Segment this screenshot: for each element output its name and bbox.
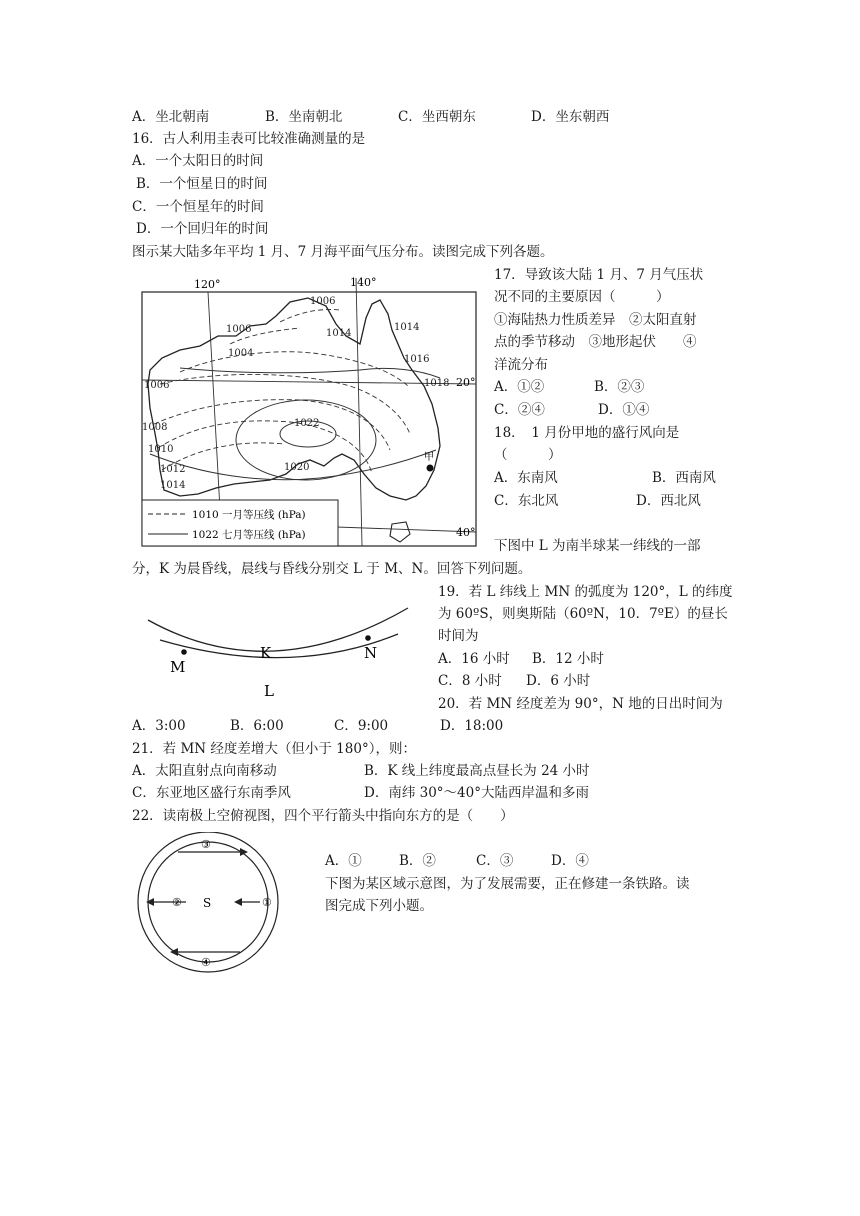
center-label-s: S — [203, 896, 212, 910]
q21-option-a: A．太阳直射点向南移动 — [132, 763, 277, 779]
arrow-label-2: ② — [172, 896, 182, 909]
q19-option-a: A．16 小时 — [438, 651, 510, 667]
isobar-map — [140, 274, 480, 548]
isobar-label: 1010 — [148, 444, 174, 455]
q16-option-d: D．一个回归年的时间 — [136, 221, 269, 237]
q18-option-a: A．东南风 — [494, 470, 558, 486]
q15-option-c: C．坐西朝东 — [398, 109, 476, 125]
q19-line-1: 19．若 L 纬线上 MN 的弧度为 120°，L 的纬度 — [438, 584, 733, 600]
q17-line-1: 17．导致该大陆 1 月、7 月气压状 — [494, 267, 704, 283]
q19-option-c: C．8 小时 — [438, 673, 502, 689]
label-l: L — [264, 682, 274, 700]
q16-option-b: B．一个恒星日的时间 — [136, 176, 268, 192]
q21-option-b: B．K 线上纬度最高点昼长为 24 小时 — [364, 763, 590, 779]
q17-line-2: 况不同的主要原因（ ） — [494, 289, 670, 305]
lon-label-120: 120° — [194, 278, 221, 291]
q22-stem: 22．读南极上空俯视图，四个平行箭头中指向东方的是（ ） — [132, 808, 514, 824]
arc-intro-line-2: 分，K 为晨昏线，晨线与昏线分别交 L 于 M、N。回答下列问题。 — [132, 561, 532, 577]
q15-option-a: A．坐北朝南 — [132, 109, 210, 125]
q16-stem: 16．古人利用圭表可比较准确测量的是 — [132, 131, 366, 147]
arc-intro-line-1: 下图中 L 为南半球某一纬线的一部 — [494, 538, 701, 554]
q22-option-c: C．③ — [476, 853, 514, 869]
rail-intro-line-2: 图完成下列小题。 — [325, 898, 433, 914]
q18-option-b: B．西南风 — [652, 470, 716, 486]
tasmania-outline — [390, 522, 410, 542]
q17-line-3: ①海陆热力性质差异 ②太阳直射 — [494, 312, 697, 328]
isobar-label: 1006 — [310, 296, 336, 307]
q19-line-2: 为 60ºS，则奥斯陆（60ºN，10．7ºE）的昼长 — [438, 606, 728, 622]
legend-jan-label: 一月等压线 (hPa) — [222, 509, 306, 521]
q17-line-4: 点的季节移动 ③地形起伏 ④ — [494, 334, 697, 350]
q17-option-a: A．①② — [494, 379, 545, 395]
legend-jul-label: 七月等压线 (hPa) — [222, 529, 306, 541]
legend-jul-value: 1022 — [192, 529, 219, 541]
terminator-line-k — [160, 634, 398, 658]
polar-view-figure — [136, 832, 284, 974]
q15-option-d: D．坐东朝西 — [531, 109, 610, 125]
lon-label-140: 140° — [350, 276, 377, 289]
map-intro: 图示某大陆多年平均 1 月、7 月海平面气压分布。读图完成下列各题。 — [132, 244, 554, 260]
q20-option-d: D．18:00 — [440, 718, 504, 734]
isobar-label: 1006 — [226, 324, 252, 335]
isobar-label: 1008 — [142, 422, 168, 433]
point-m-marker — [181, 649, 187, 655]
q20-option-c: C．9:00 — [334, 718, 389, 734]
q17-option-b: B．②③ — [594, 379, 645, 395]
q20-option-a: A．3:00 — [132, 718, 186, 734]
q16-option-c: C．一个恒星年的时间 — [132, 199, 264, 215]
q17-option-c: C．②④ — [494, 402, 545, 418]
q19-option-b: B．12 小时 — [532, 651, 604, 667]
q22-option-b: B．② — [399, 853, 436, 869]
q15-option-b: B．坐南朝北 — [265, 109, 343, 125]
lat-label-40: 40° — [456, 526, 476, 539]
q17-option-d: D．①④ — [598, 402, 650, 418]
label-n: N — [364, 644, 378, 662]
q18-line-1: 18． 1 月份甲地的盛行风向是 — [494, 425, 680, 441]
arc-figure — [140, 596, 430, 706]
q21-option-d: D．南纬 30°～40°大陆西岸温和多雨 — [364, 785, 589, 801]
q20-stem: 20．若 MN 经度差为 90°，N 地的日出时间为 — [438, 696, 723, 712]
label-m: M — [170, 658, 186, 676]
q18-option-c: C．东北风 — [494, 493, 559, 509]
q16-option-a: A．一个太阳日的时间 — [132, 153, 264, 169]
q18-line-2: （ ） — [494, 447, 562, 463]
q21-stem: 21．若 MN 经度差增大（但小于 180°），则： — [132, 741, 416, 757]
q22-option-d: D．④ — [551, 853, 589, 869]
legend-jan-value: 1010 — [192, 509, 219, 521]
isobar-label: 1004 — [228, 348, 254, 359]
arrow-label-4: ④ — [201, 956, 211, 969]
isobar-label: 1022 — [294, 418, 320, 429]
q19-option-d: D．6 小时 — [526, 673, 591, 689]
arrow-label-3: ③ — [201, 838, 211, 851]
isobar-label: 1006 — [144, 380, 170, 391]
point-jia-marker — [427, 465, 434, 472]
isobar-label: 1018 — [424, 378, 450, 389]
isobar-label: 1014 — [326, 328, 352, 339]
isobar-label: 1020 — [284, 462, 310, 473]
lat-label-20: 20° — [456, 376, 476, 389]
isobar-label: 1016 — [404, 354, 430, 365]
q17-line-5: 洋流分布 — [494, 357, 548, 373]
point-n-marker — [365, 635, 371, 641]
isobar-label: 1014 — [160, 480, 186, 491]
isobar-label: 1014 — [394, 322, 420, 333]
q21-option-c: C．东亚地区盛行东南季风 — [132, 785, 291, 801]
q22-option-a: A．① — [325, 853, 362, 869]
point-jia-label: 甲 — [424, 452, 434, 463]
q19-line-3: 时间为 — [438, 628, 479, 644]
q20-option-b: B．6:00 — [230, 718, 284, 734]
isobar-label: 1012 — [160, 464, 186, 475]
label-k: K — [260, 644, 272, 662]
arrow-label-1: ① — [262, 896, 272, 909]
rail-intro-line-1: 下图为某区域示意图，为了发展需要，正在修建一条铁路。读 — [325, 876, 690, 892]
q18-option-d: D．西北风 — [636, 493, 701, 509]
